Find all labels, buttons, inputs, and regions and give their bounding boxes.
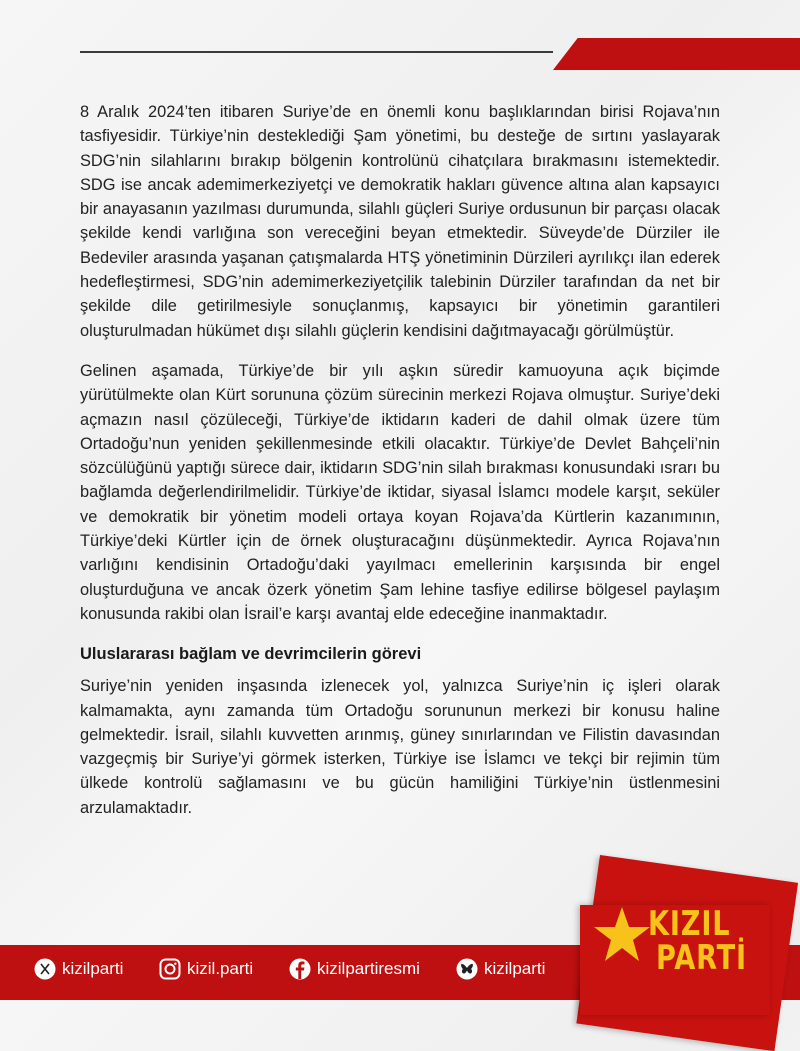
logo-line-1: KIZIL	[648, 904, 731, 944]
x-icon	[34, 958, 56, 980]
bluesky-icon	[456, 958, 478, 980]
social-x[interactable]	[34, 958, 123, 980]
social-facebook[interactable]	[289, 958, 420, 980]
social-handle: kizilpartiresmi	[317, 959, 420, 978]
social-bluesky[interactable]	[456, 958, 545, 980]
logo-line-2: PARTİ	[656, 938, 747, 978]
social-handle: kizilparti	[484, 959, 546, 978]
paragraph-1: 8 Aralık 2024’ten itibaren Suriye’de en önemli konu başlıklarından birisi Rojava’nın tasfiyesidir. Türkiye’nin desteklediği Şam yönetimi, bu desteğe de sırtını yaslayarak SDG’nin silahlarını bırakıp bölgenin kontrolünü cihatçılara bırakmasını istemektedir. SDG ise ancak ademimerkeziyetçi ve demokratik hakları güvence altına alan kapsayıcı bir anayasanın yazılması durumunda, silahlı güçleri Suriye ordusunun bir parçası olacak şekilde kendi varlığına son vereceğini beyan etmektedir. Süveyde’de Dürziler ile Bedeviler arasında yaşanan çatışmalarda HTŞ yönetiminin Dürzileri ayrılıkçı ilan ederek hedefleştirmesi, SDG’nin ademimerkeziyetçilik talebinin Dürziler tarafından da net bir şekilde dile getirilmesiyle sonuçlanmış, kapsayıcı bir yönetimin garantileri oluşturulmadan hükümet dışı silahlı güçlerin kendisini dağıtmayacağı görülmüştür.	[80, 103, 720, 340]
article-body	[80, 100, 720, 836]
paragraph-2: Gelinen aşamada, Türkiye’de bir yılı aşkın süredir kamuoyuna açık biçimde yürütülmekte olan Kürt sorununa çözüm sürecinin merkezi Rojava olmuştur. Suriye’deki açmazın nasıl çözüleceği, Türkiye’de iktidarın kaderi de dahil olmak üzere tüm Ortadoğu’nun yeniden şekillenmesinde etkili olacaktır. Türkiye’de Devlet Bahçeli’nin sözcülüğünü yaptığı sürece dair, iktidarın SDG’nin silah bırakması konusundaki ısrarı bu bağlamda değerlendirilmelidir. Türkiye’de iktidar, siyasal İslamcı modele karşıt, seküler ve demokratik bir yönetim modeli ortaya koyan Rojava’da Kürtlerin kazanımının, Türkiye’deki Kürtler için de örnek oluşturacağını düşünmektedir. Ayrıca Rojava’nın varlığını kendisinin Ortadoğu’daki yayılmacı emellerinin karşısında bir engel oluşturduğuna ve ancak özerk yönetim Şam lehine tasfiye edilirse bölgesel paylaşım konusunda rakibi olan İsrail’e karşı avantaj elde edeceğine inanmaktadır.	[80, 361, 720, 623]
social-handle: kizilparti	[62, 959, 124, 978]
social-handle: kizil.parti	[187, 959, 254, 978]
instagram-icon	[159, 958, 181, 980]
header-red-bar	[553, 38, 800, 70]
section-heading: Uluslararası bağlam ve devrimcilerin görevi	[80, 645, 422, 664]
star-icon	[592, 905, 652, 965]
kizil-parti-logo	[648, 904, 747, 978]
social-instagram[interactable]	[159, 958, 253, 980]
facebook-icon	[289, 958, 311, 980]
header-divider-line	[80, 51, 553, 53]
paragraph-3: Suriye’nin yeniden inşasında izlenecek yol, yalnızca Suriye’nin iç işleri olarak kalmamakta, aynı zamanda tüm Ortadoğu sorununun merkezi bir konusu haline gelmektedir. İsrail, silahlı kuvvetten arınmış, güney sınırlarından ve Filistin davasından vazgeçmiş bir Suriye’yi görmek isterken, Türkiye ise İslamcı ve tekçi bir rejimin tüm ülkede kontrolü sağlamasını ve bu gücün hamiliğini Türkiye’nin üstlenmesini arzulamaktadır.	[80, 677, 720, 817]
